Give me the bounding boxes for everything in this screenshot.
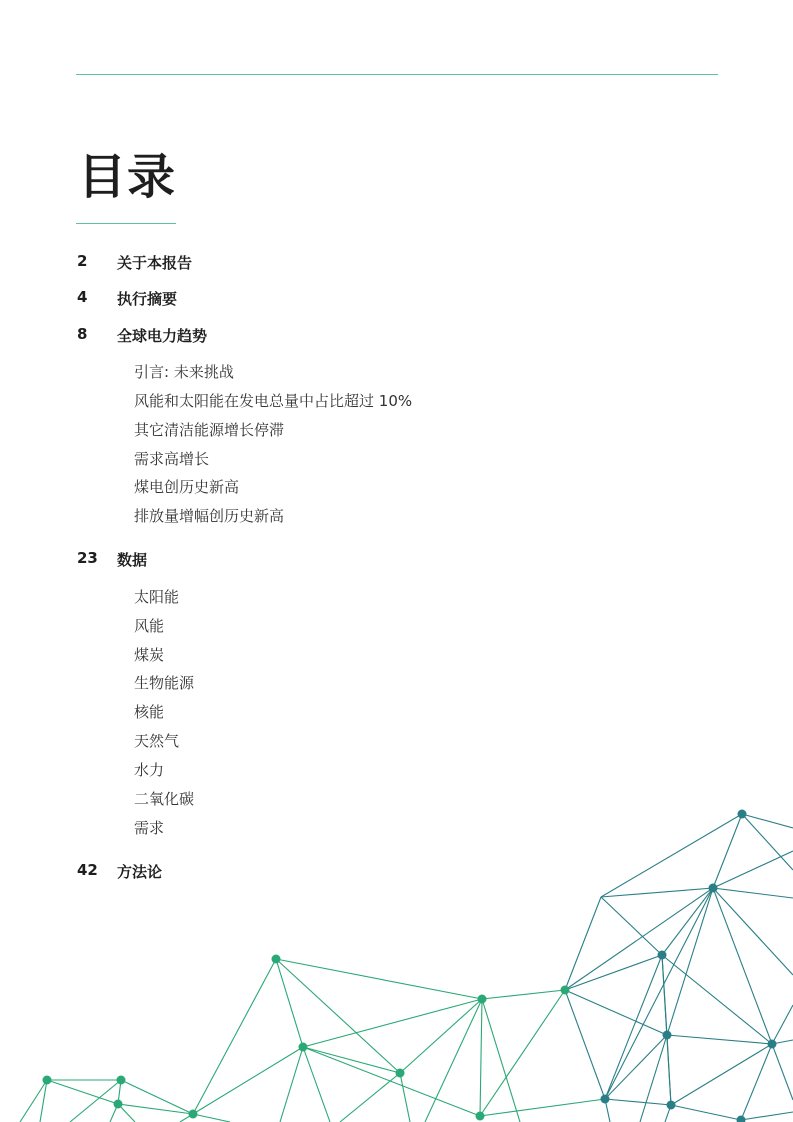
toc-subitem[interactable]: 水力 [134, 761, 165, 779]
network-node [117, 1076, 126, 1085]
toc-subitem[interactable]: 需求 [134, 819, 165, 837]
toc-page-number: 8 [77, 325, 88, 343]
network-node [561, 986, 570, 995]
toc-section-data[interactable] [77, 549, 147, 570]
toc-page-number: 23 [77, 549, 98, 567]
toc-section-trends[interactable] [77, 325, 207, 346]
toc-subitem[interactable]: 风能 [134, 617, 165, 635]
network-node [299, 1043, 308, 1052]
title-underline [76, 223, 176, 224]
toc-subitem[interactable]: 排放量增幅创历史新高 [134, 507, 285, 525]
network-node [396, 1069, 405, 1078]
network-node [709, 884, 718, 893]
toc-subitem[interactable]: 其它清洁能源增长停滞 [134, 421, 285, 439]
toc-section-label: 执行摘要 [117, 290, 178, 308]
network-node [43, 1076, 52, 1085]
toc-subitem[interactable]: 生物能源 [134, 674, 195, 692]
page-title: 目录 [78, 149, 177, 205]
toc-section-label: 方法论 [117, 863, 163, 881]
toc-section-label: 关于本报告 [117, 254, 193, 272]
toc-section-label: 全球电力趋势 [117, 327, 208, 345]
toc-section-label: 数据 [117, 551, 148, 569]
toc-subitem[interactable]: 太阳能 [134, 588, 180, 606]
toc-subitem[interactable]: 核能 [134, 703, 165, 721]
network-lines [20, 814, 793, 1122]
network-node [658, 951, 667, 960]
toc-subitem[interactable]: 煤电创历史新高 [134, 478, 240, 496]
network-node [114, 1100, 123, 1109]
toc-subitem[interactable]: 二氧化碳 [134, 790, 195, 808]
toc-subitem[interactable]: 需求高增长 [134, 450, 210, 468]
network-node [476, 1112, 485, 1121]
toc-subitem[interactable]: 引言: 未来挑战 [134, 363, 234, 381]
toc-subitem[interactable]: 煤炭 [134, 646, 165, 664]
toc-section-about[interactable] [77, 252, 192, 273]
toc-page-number: 4 [77, 288, 88, 306]
network-node [667, 1101, 676, 1110]
toc-page-number: 2 [77, 252, 88, 270]
network-node [768, 1040, 777, 1049]
network-node [601, 1095, 610, 1104]
network-nodes [43, 810, 777, 1122]
toc-page-number: 42 [77, 861, 98, 879]
network-node [478, 995, 487, 1004]
network-node [189, 1110, 198, 1119]
top-divider [76, 74, 718, 75]
toc-subitem[interactable]: 风能和太阳能在发电总量中占比超过 10% [134, 392, 413, 410]
network-graphic [0, 800, 793, 1122]
toc-subitem[interactable]: 天然气 [134, 732, 180, 750]
network-node [272, 955, 281, 964]
network-node [738, 810, 747, 819]
network-node [663, 1031, 672, 1040]
network-node [737, 1116, 746, 1122]
toc-section-summary[interactable] [77, 288, 177, 309]
